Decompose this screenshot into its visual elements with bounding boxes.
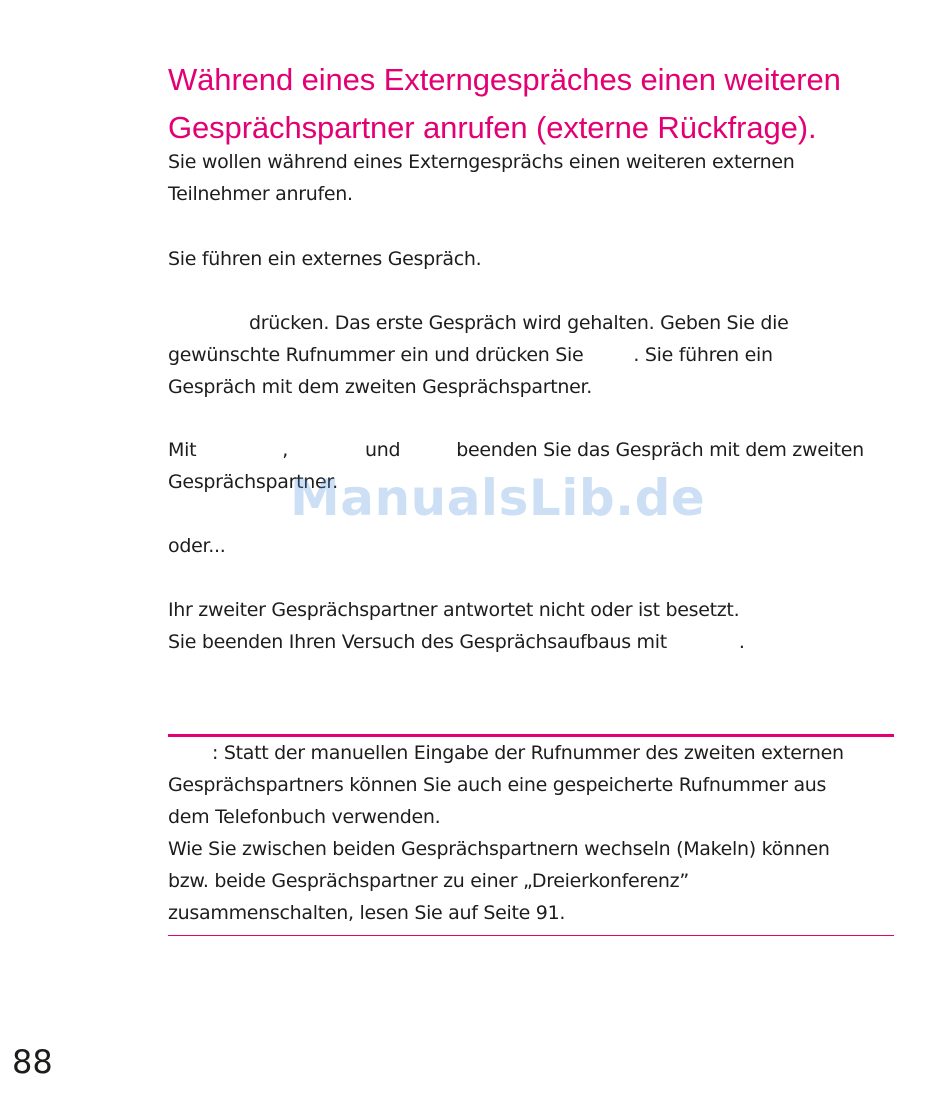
section-title-line-2: Gesprächspartner anrufen (externe Rückfrage). <box>168 110 817 145</box>
note-line-3: dem Telefonbuch verwenden. <box>168 806 441 828</box>
condition-line: Sie führen ein externes Gespräch. <box>168 248 482 270</box>
step-line-1-text: drücken. Das erste Gespräch wird gehalten. Geben Sie die <box>249 312 789 334</box>
page-number: 88 <box>12 1043 53 1081</box>
busy-line-2-period: . <box>738 631 745 653</box>
step-line-1 <box>168 307 893 339</box>
note-line-5: bzw. beide Gesprächspartner zu einer „Dreierkonferenz” <box>168 870 689 892</box>
step-line-2 <box>168 339 893 371</box>
end-call-comma: , <box>282 439 288 461</box>
note-line-1 <box>168 737 893 769</box>
note-line-4: Wie Sie zwischen beiden Gesprächspartnern wechseln (Makeln) können <box>168 838 830 860</box>
end-call-line-1 <box>168 434 893 466</box>
step-line-2-text-a: gewünschte Rufnummer ein und drücken Sie <box>168 344 584 366</box>
end-call-und: und <box>364 439 401 461</box>
note-line-2: Gesprächspartners können Sie auch eine gespeicherte Rufnummer aus <box>168 774 827 796</box>
busy-line-2 <box>168 626 893 658</box>
busy-line-1: Ihr zweiter Gesprächspartner antwortet nicht oder ist besetzt. <box>168 599 740 621</box>
step-paragraph <box>168 307 893 403</box>
section-title <box>168 56 888 152</box>
section-title-line-1: Während eines Externgespräches einen weiteren <box>168 62 841 97</box>
note-line-6: zusammenschalten, lesen Sie auf Seite 91. <box>168 902 566 924</box>
intro-line-1: Sie wollen während eines Externgesprächs einen weiteren externen <box>168 151 795 173</box>
condition-text <box>168 243 893 275</box>
intro-line-2: Teilnehmer anrufen. <box>168 183 353 205</box>
watermark: ManualsLib.de <box>290 469 706 527</box>
oder-line: oder... <box>168 535 226 557</box>
note-line-1-text: : Statt der manuellen Eingabe der Rufnummer des zweiten externen <box>212 742 844 764</box>
oder-text <box>168 530 893 562</box>
note-bottom-rule <box>168 935 894 936</box>
note-paragraph <box>168 737 893 929</box>
step-line-3: Gespräch mit dem zweiten Gesprächspartner. <box>168 376 593 398</box>
intro-paragraph <box>168 146 893 210</box>
end-call-rest: beenden Sie das Gespräch mit dem zweiten <box>456 439 864 461</box>
step-line-2-text-b: . Sie führen ein <box>633 344 773 366</box>
end-call-mit: Mit <box>168 439 197 461</box>
busy-line-2-text: Sie beenden Ihren Versuch des Gesprächsaufbaus mit <box>168 631 667 653</box>
end-call-line-2: Gesprächspartner. <box>168 471 338 493</box>
busy-paragraph <box>168 594 893 658</box>
